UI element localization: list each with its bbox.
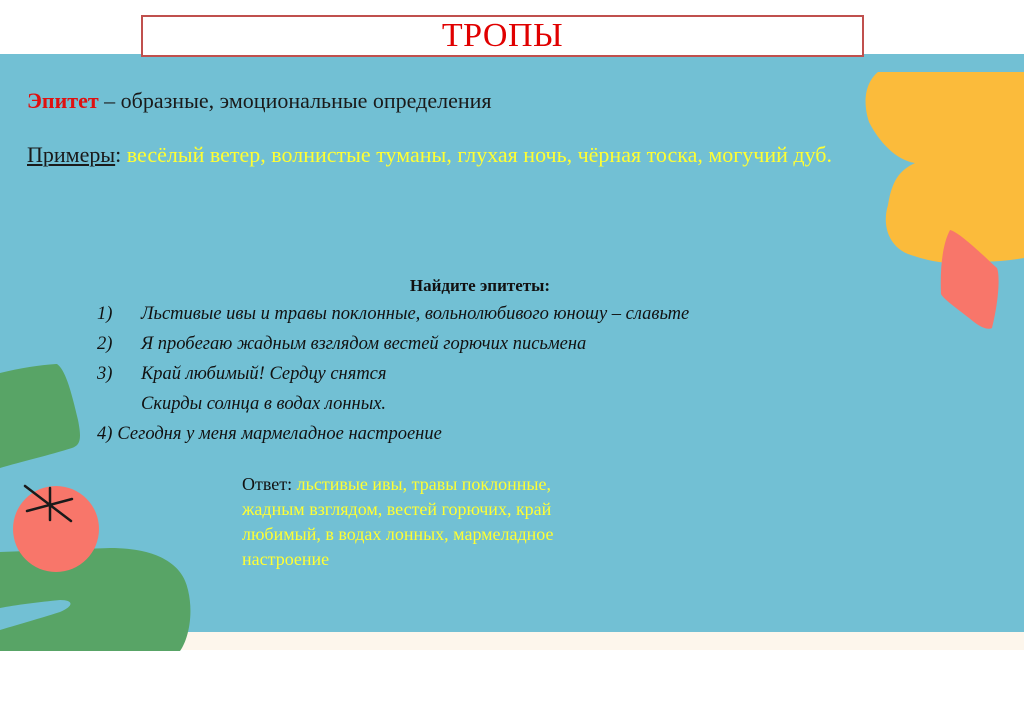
- task-item-text: Я пробегаю жадным взглядом вестей горючих письмена: [141, 334, 587, 354]
- examples-label: Примеры: [27, 142, 116, 167]
- task-item-number: 3): [97, 364, 113, 384]
- answer-block: [242, 472, 612, 572]
- definition-term: Эпитет: [27, 88, 99, 113]
- slide-bottom-strip: [0, 632, 1024, 650]
- task-item-text: Льстивые ивы и травы поклонные, вольнолюбивого юношу – славьте: [141, 304, 690, 324]
- task-item-number: 4): [97, 424, 113, 444]
- task-item-number: 1): [97, 304, 113, 324]
- task-item: [97, 359, 689, 389]
- task-item: [97, 329, 689, 359]
- task-item: [97, 299, 689, 329]
- task-item-number: 2): [97, 334, 113, 354]
- definition-text: – образные, эмоциональные определения: [98, 88, 492, 113]
- task-title: Найдите эпитеты:: [409, 276, 551, 295]
- task-item-text: Скирды солнца в водах лонных.: [141, 394, 387, 414]
- task-list: [97, 299, 689, 449]
- page-title: ТРОПЫ: [441, 17, 564, 54]
- task-item: [97, 419, 689, 449]
- answer-text: льстивые ивы, травы поклонные, жадным взглядом, вестей горючих, край любимый, в водах лонных, мармеладное настроение: [242, 474, 554, 569]
- answer-colon: :: [287, 474, 297, 494]
- examples-text: весёлый ветер, волнистые туманы, глухая ночь, чёрная тоска, могучий дуб.: [126, 142, 833, 167]
- task-item-text: Край любимый! Сердцу снятся: [141, 364, 387, 384]
- answer-label: Ответ: [242, 474, 288, 494]
- title-box: [141, 15, 864, 57]
- examples-block: [27, 134, 867, 176]
- examples-colon: :: [115, 142, 127, 167]
- task-item-text: Сегодня у меня мармеладное настроение: [117, 424, 442, 444]
- definition-line: [27, 88, 492, 114]
- task-item-continuation: [97, 389, 689, 419]
